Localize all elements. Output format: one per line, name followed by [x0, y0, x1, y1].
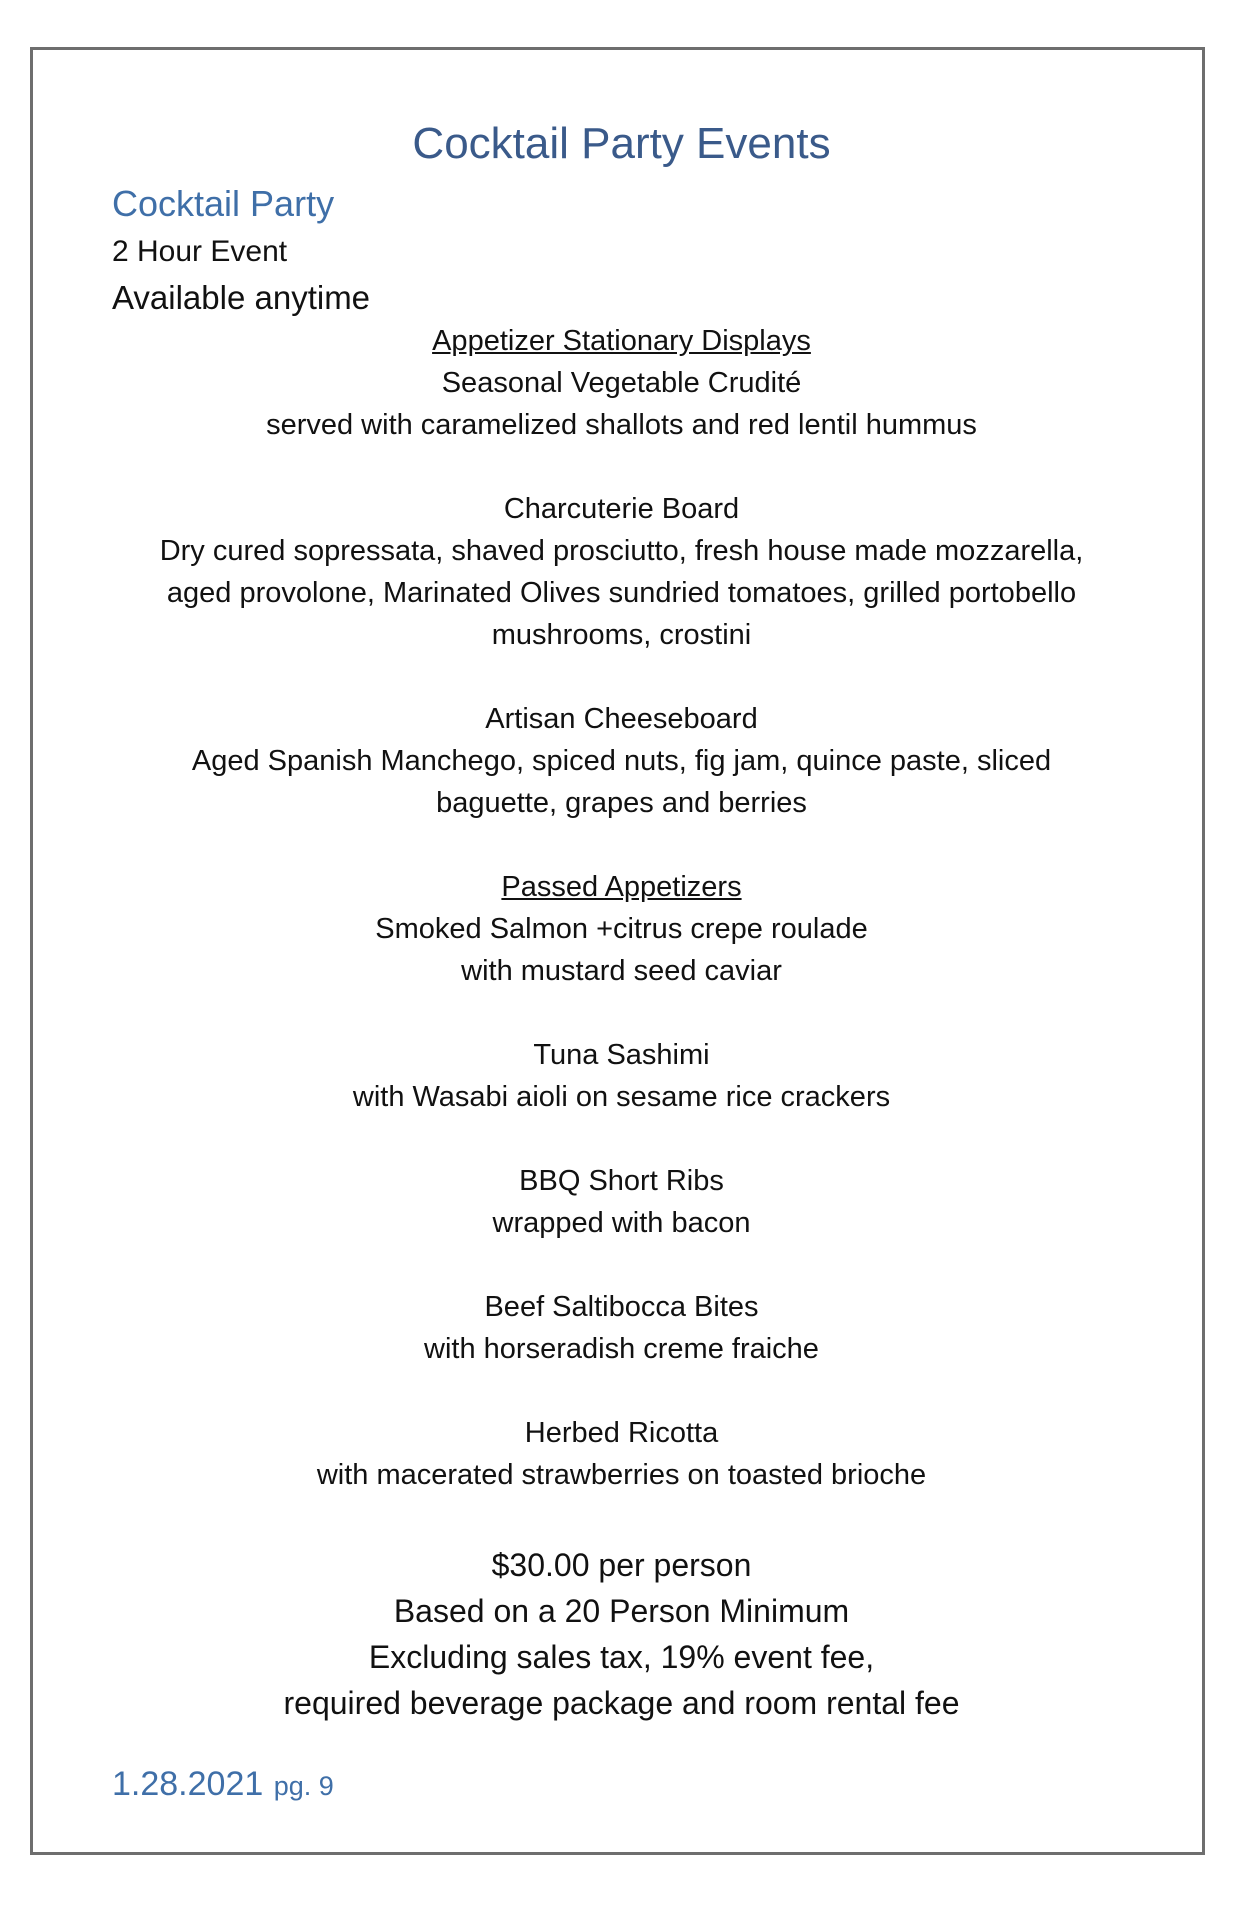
menu-item-name: Seasonal Vegetable Crudité — [441, 367, 802, 399]
menu-item-description: wrapped with bacon — [492, 1207, 751, 1239]
menu-item-description: Dry cured sopressata, shaved prosciutto, fresh house made mozzarella, — [159, 535, 1084, 567]
document-title: Cocktail Party Events — [412, 119, 831, 168]
pricing-exclusions: Excluding sales tax, 19% event fee, — [368, 1639, 875, 1675]
menu-item-description: Aged Spanish Manchego, spiced nuts, fig jam, quince paste, sliced — [191, 745, 1052, 777]
page-number: pg. 9 — [273, 1771, 334, 1801]
stationary-heading: Appetizer Stationary Displays — [432, 325, 811, 357]
menu-list — [80, 320, 1163, 1496]
menu-item-description: baguette, grapes and berries — [436, 787, 807, 819]
passed-heading: Passed Appetizers — [501, 871, 742, 903]
person-minimum: Based on a 20 Person Minimum — [393, 1593, 850, 1629]
menu-item-description: with Wasabi aioli on sesame rice crackers — [352, 1081, 891, 1113]
menu-item-name: Herbed Ricotta — [524, 1417, 719, 1449]
section-title: Cocktail Party — [112, 183, 335, 224]
menu-item-description: with horseradish creme fraiche — [424, 1333, 819, 1365]
menu-item-description: with macerated strawberries on toasted brioche — [316, 1459, 927, 1491]
pricing-block — [80, 1542, 1163, 1726]
menu-item-name: Tuna Sashimi — [533, 1039, 710, 1071]
footer-date: 1.28.2021 — [112, 1765, 264, 1803]
menu-item-name: Smoked Salmon +citrus crepe roulade — [375, 913, 868, 945]
menu-item-description: aged provolone, Marinated Olives sundried tomatoes, grilled portobello — [166, 577, 1077, 609]
page-footer — [112, 1762, 334, 1813]
pricing-exclusions-continued: required beverage package and room rental fee — [283, 1685, 960, 1721]
menu-item-name: Charcuterie Board — [503, 493, 740, 525]
menu-item-name: Beef Saltibocca Bites — [484, 1291, 759, 1323]
event-availability: Available anytime — [112, 279, 371, 316]
price-per-person: $30.00 per person — [491, 1547, 752, 1583]
menu-item-name: Artisan Cheeseboard — [485, 703, 758, 735]
menu-item-description: mushrooms, crostini — [491, 619, 752, 651]
menu-item-name: BBQ Short Ribs — [519, 1165, 724, 1197]
event-duration: 2 Hour Event — [112, 235, 288, 268]
menu-item-description: with mustard seed caviar — [461, 955, 782, 987]
menu-item-description: served with caramelized shallots and red lentil hummus — [266, 409, 977, 441]
